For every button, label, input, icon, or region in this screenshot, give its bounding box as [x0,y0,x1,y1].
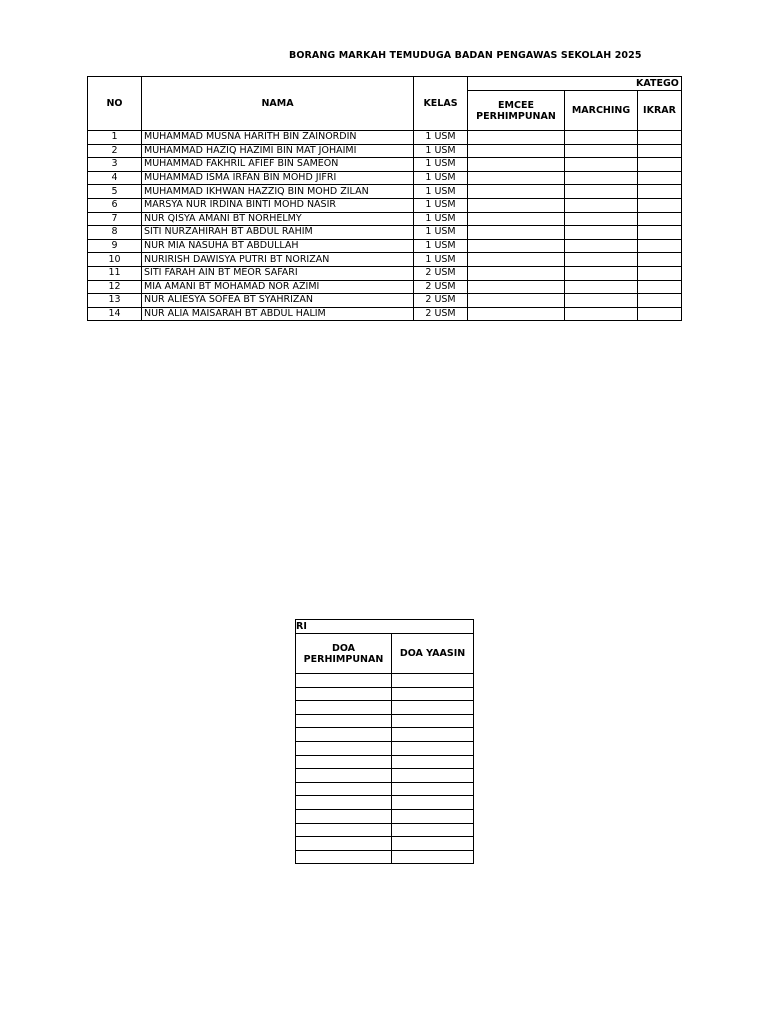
row-doa-yaasin-score[interactable] [392,823,474,837]
table-row [88,294,682,308]
row-nama: NUR MIA NASUHA BT ABDULLAH [142,239,414,253]
row-nama: MUHAMMAD FAKHRIL AFIEF BIN SAMEON [142,158,414,172]
row-no: 6 [88,198,142,212]
row-doa-perhimpunan-score[interactable] [296,809,392,823]
row-marching-score[interactable] [565,266,638,280]
row-emcee-score[interactable] [468,185,565,199]
table-row [296,850,474,864]
row-marching-score[interactable] [565,212,638,226]
table-row [88,131,682,145]
row-no: 11 [88,266,142,280]
header-emcee: EMCEE PERHIMPUNAN [468,91,565,131]
row-emcee-score[interactable] [468,253,565,267]
row-marching-score[interactable] [565,171,638,185]
row-ikrar-score[interactable] [638,131,682,145]
row-marching-score[interactable] [565,158,638,172]
row-nama: NUR ALIESYA SOFEA BT SYAHRIZAN [142,294,414,308]
row-kelas: 1 USM [414,171,468,185]
row-kelas: 1 USM [414,253,468,267]
row-nama: NUR QISYA AMANI BT NORHELMY [142,212,414,226]
row-kelas: 1 USM [414,185,468,199]
row-ikrar-score[interactable] [638,280,682,294]
row-nama: MUHAMMAD ISMA IRFAN BIN MOHD JIFRI [142,171,414,185]
row-nama: MUHAMMAD HAZIQ HAZIMI BIN MAT JOHAIMI [142,144,414,158]
row-doa-perhimpunan-score[interactable] [296,674,392,688]
table-row [88,280,682,294]
table-row [296,782,474,796]
row-no: 5 [88,185,142,199]
table-row [296,741,474,755]
header-kategori-continued: RI [296,620,474,634]
row-marching-score[interactable] [565,198,638,212]
row-doa-yaasin-score[interactable] [392,809,474,823]
row-nama: NUR ALIA MAISARAH BT ABDUL HALIM [142,307,414,321]
table-row [88,253,682,267]
table-row [296,823,474,837]
row-doa-yaasin-score[interactable] [392,714,474,728]
row-marching-score[interactable] [565,307,638,321]
marks-table-continued [295,619,474,864]
row-kelas: 2 USM [414,307,468,321]
table-row [88,171,682,185]
row-no: 14 [88,307,142,321]
table-row [88,239,682,253]
row-no: 2 [88,144,142,158]
row-no: 1 [88,131,142,145]
row-ikrar-score[interactable] [638,198,682,212]
row-ikrar-score[interactable] [638,294,682,308]
header-kategori: KATEGO [468,77,682,91]
row-nama: SITI FARAH AIN BT MEOR SAFARI [142,266,414,280]
row-ikrar-score[interactable] [638,307,682,321]
row-emcee-score[interactable] [468,131,565,145]
row-doa-yaasin-score[interactable] [392,850,474,864]
row-emcee-score[interactable] [468,226,565,240]
row-marching-score[interactable] [565,253,638,267]
table-row [296,701,474,715]
row-kelas: 1 USM [414,212,468,226]
row-doa-perhimpunan-score[interactable] [296,769,392,783]
table-row [88,158,682,172]
row-no: 12 [88,280,142,294]
table-row [88,212,682,226]
row-doa-yaasin-score[interactable] [392,769,474,783]
header-marching: MARCHING [565,91,638,131]
row-no: 10 [88,253,142,267]
row-emcee-score[interactable] [468,266,565,280]
row-doa-perhimpunan-score[interactable] [296,837,392,851]
header-nama: NAMA [142,77,414,131]
row-doa-yaasin-score[interactable] [392,755,474,769]
row-doa-perhimpunan-score[interactable] [296,701,392,715]
row-kelas: 2 USM [414,294,468,308]
table-row [88,185,682,199]
row-emcee-score[interactable] [468,212,565,226]
row-emcee-score[interactable] [468,198,565,212]
header-doa-perhimpunan: DOA PERHIMPUNAN [296,634,392,674]
row-marching-score[interactable] [565,226,638,240]
header-no: NO [88,77,142,131]
row-kelas: 1 USM [414,198,468,212]
header-kelas: KELAS [414,77,468,131]
row-nama: MUHAMMAD IKHWAN HAZZIQ BIN MOHD ZILAN [142,185,414,199]
row-nama: MARSYA NUR IRDINA BINTI MOHD NASIR [142,198,414,212]
row-ikrar-score[interactable] [638,239,682,253]
row-nama: SITI NURZAHIRAH BT ABDUL RAHIM [142,226,414,240]
row-doa-perhimpunan-score[interactable] [296,687,392,701]
row-ikrar-score[interactable] [638,212,682,226]
row-doa-yaasin-score[interactable] [392,701,474,715]
table-row [296,837,474,851]
row-doa-yaasin-score[interactable] [392,837,474,851]
row-doa-perhimpunan-score[interactable] [296,755,392,769]
row-ikrar-score[interactable] [638,185,682,199]
row-kelas: 1 USM [414,144,468,158]
row-no: 13 [88,294,142,308]
table-row [296,755,474,769]
row-kelas: 1 USM [414,131,468,145]
row-no: 9 [88,239,142,253]
row-doa-perhimpunan-score[interactable] [296,782,392,796]
row-kelas: 1 USM [414,239,468,253]
table-row [296,796,474,810]
row-marching-score[interactable] [565,294,638,308]
row-doa-yaasin-score[interactable] [392,741,474,755]
row-kelas: 2 USM [414,266,468,280]
row-doa-yaasin-score[interactable] [392,674,474,688]
table-row [88,307,682,321]
table-row [88,144,682,158]
table-row [296,714,474,728]
table-row [88,266,682,280]
row-doa-perhimpunan-score[interactable] [296,850,392,864]
row-no: 4 [88,171,142,185]
table-row [88,226,682,240]
row-doa-yaasin-score[interactable] [392,796,474,810]
row-emcee-score[interactable] [468,307,565,321]
row-emcee-score[interactable] [468,294,565,308]
row-ikrar-score[interactable] [638,144,682,158]
header-ikrar: IKRAR [638,91,682,131]
row-marching-score[interactable] [565,131,638,145]
table-row [88,198,682,212]
marks-table-main [87,76,682,321]
row-emcee-score[interactable] [468,280,565,294]
table-row [296,769,474,783]
table-row [296,687,474,701]
row-emcee-score[interactable] [468,158,565,172]
header-doa-yaasin: DOA YAASIN [392,634,474,674]
table-row [296,674,474,688]
row-emcee-score[interactable] [468,171,565,185]
row-marching-score[interactable] [565,144,638,158]
row-nama: MIA AMANI BT MOHAMAD NOR AZIMI [142,280,414,294]
row-emcee-score[interactable] [468,239,565,253]
page-title: BORANG MARKAH TEMUDUGA BADAN PENGAWAS SEKOLAH 2025 [289,50,642,61]
row-kelas: 1 USM [414,226,468,240]
row-no: 3 [88,158,142,172]
row-nama: NURIRISH DAWISYA PUTRI BT NORIZAN [142,253,414,267]
row-marching-score[interactable] [565,280,638,294]
row-no: 7 [88,212,142,226]
table-row [296,809,474,823]
row-doa-perhimpunan-score[interactable] [296,714,392,728]
row-doa-perhimpunan-score[interactable] [296,823,392,837]
row-doa-perhimpunan-score[interactable] [296,728,392,742]
row-nama: MUHAMMAD MUSNA HARITH BIN ZAINORDIN [142,131,414,145]
row-ikrar-score[interactable] [638,226,682,240]
row-ikrar-score[interactable] [638,171,682,185]
row-kelas: 2 USM [414,280,468,294]
row-doa-yaasin-score[interactable] [392,728,474,742]
row-marching-score[interactable] [565,185,638,199]
row-marching-score[interactable] [565,239,638,253]
row-doa-yaasin-score[interactable] [392,782,474,796]
row-ikrar-score[interactable] [638,158,682,172]
row-no: 8 [88,226,142,240]
row-ikrar-score[interactable] [638,253,682,267]
row-doa-perhimpunan-score[interactable] [296,741,392,755]
table-row [296,728,474,742]
row-ikrar-score[interactable] [638,266,682,280]
row-doa-yaasin-score[interactable] [392,687,474,701]
row-doa-perhimpunan-score[interactable] [296,796,392,810]
row-kelas: 1 USM [414,158,468,172]
row-emcee-score[interactable] [468,144,565,158]
